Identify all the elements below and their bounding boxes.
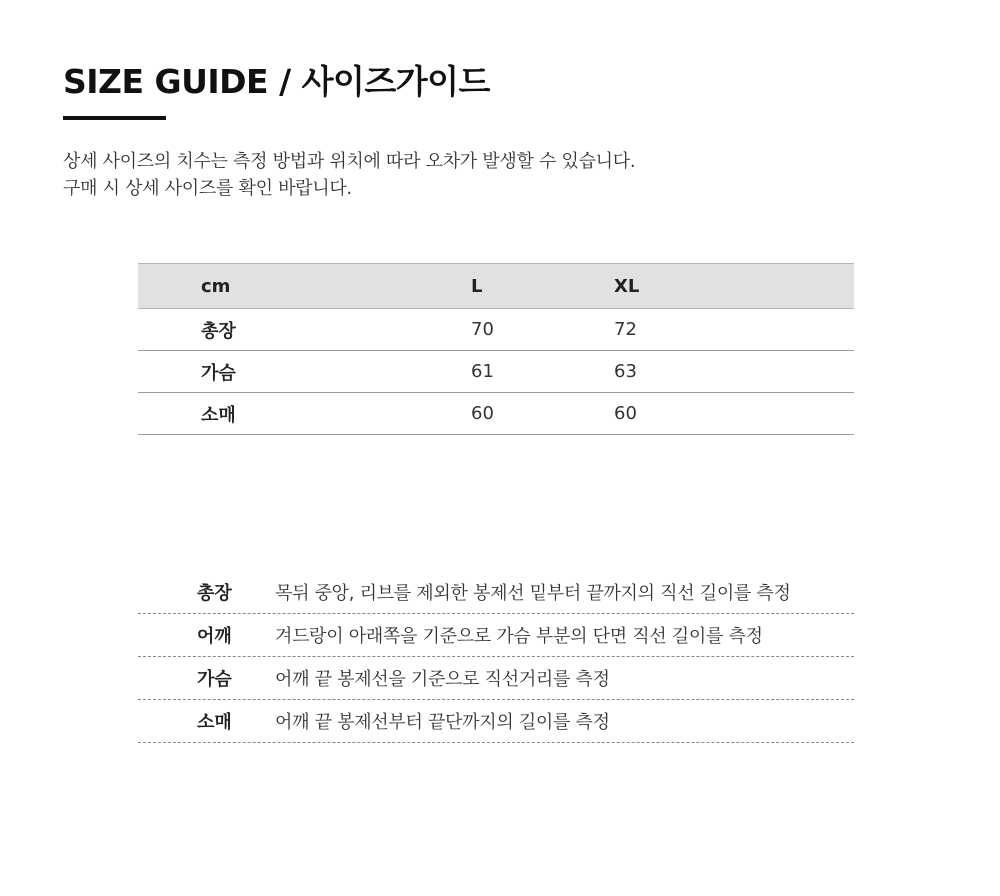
measure-description: 겨드랑이 아래쪽을 기준으로 가슴 부분의 단면 직선 길이를 측정: [275, 626, 763, 647]
cell-value-l: 61: [471, 361, 494, 382]
measure-description: 어깨 끝 봉제선부터 끝단까지의 길이를 측정: [275, 712, 610, 733]
list-item: [138, 700, 854, 743]
header-size-xl: XL: [614, 275, 640, 297]
row-label: 총장: [201, 320, 236, 342]
table-row: [138, 393, 854, 435]
measure-guide-list: [138, 571, 854, 743]
cell-value-xl: 72: [614, 319, 637, 340]
list-item: [138, 571, 854, 614]
measure-term: 어깨: [197, 626, 232, 647]
page-title: SIZE GUIDE / 사이즈가이드: [63, 62, 490, 101]
size-table: [138, 263, 854, 435]
measure-term: 가슴: [197, 669, 232, 690]
header-size-l: L: [471, 275, 483, 297]
row-label: 소매: [201, 404, 236, 426]
row-label: 가슴: [201, 362, 236, 384]
cell-value-l: 60: [471, 403, 494, 424]
list-item: [138, 657, 854, 700]
title-underline: [63, 116, 166, 120]
measure-description: 목뒤 중앙, 리브를 제외한 봉제선 밑부터 끝까지의 직선 길이를 측정: [275, 583, 791, 604]
cell-value-xl: 60: [614, 403, 637, 424]
intro-line-2: 구매 시 상세 사이즈를 확인 바랍니다.: [63, 178, 352, 199]
cell-value-l: 70: [471, 319, 494, 340]
header-unit: cm: [201, 275, 231, 297]
measure-term: 총장: [197, 583, 232, 604]
list-item: [138, 614, 854, 657]
measure-term: 소매: [197, 712, 232, 733]
measure-description: 어깨 끝 봉제선을 기준으로 직선거리를 측정: [275, 669, 610, 690]
intro-line-1: 상세 사이즈의 치수는 측정 방법과 위치에 따라 오차가 발생할 수 있습니다.: [63, 151, 636, 172]
table-row: [138, 351, 854, 393]
cell-value-xl: 63: [614, 361, 637, 382]
size-table-header-row: [138, 264, 854, 309]
table-row: [138, 309, 854, 351]
intro-text: [63, 148, 635, 202]
